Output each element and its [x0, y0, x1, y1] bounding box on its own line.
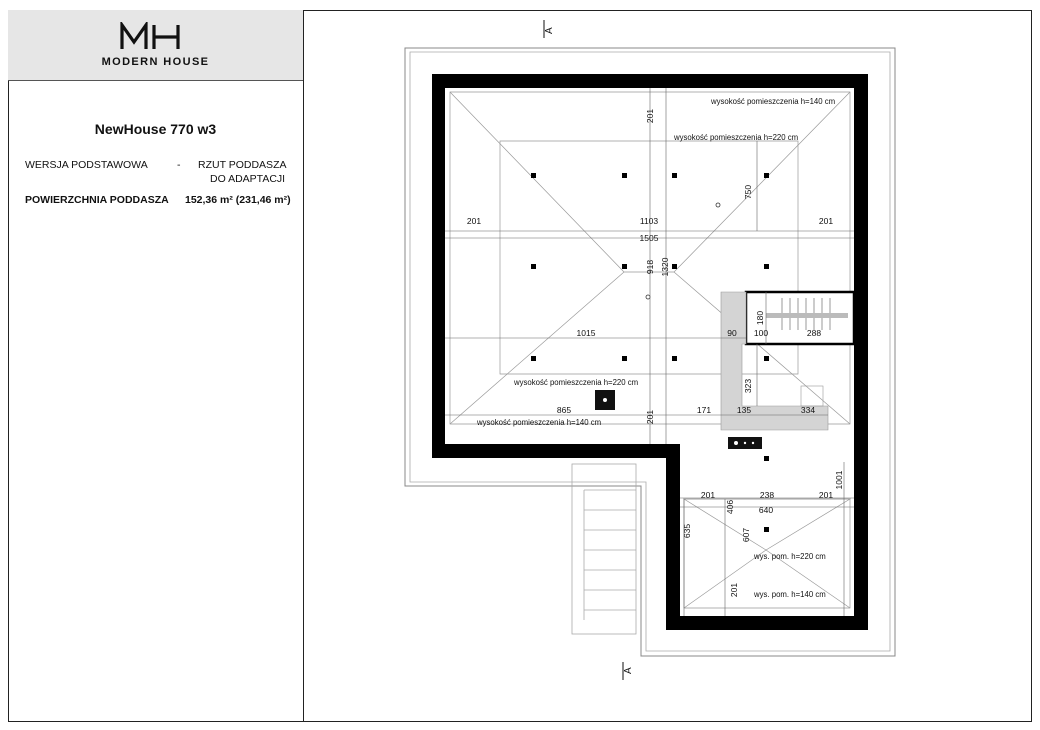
version-label: WERSJA PODSTAWOWA [25, 159, 148, 171]
height-label-220-mid: wysokość pomieszczenia h=220 cm [514, 378, 639, 387]
view-line-2: DO ADAPTACJI [210, 173, 286, 185]
view-line-1: RZUT PODDASZA [198, 159, 287, 171]
dim-201-b: 201 [818, 216, 834, 226]
section-mark-bottom: A [623, 667, 634, 674]
dim-201-e: 201 [700, 490, 716, 500]
height-label-220-top: wysokość pomieszczenia h=220 cm [674, 133, 799, 142]
dim-135: 135 [736, 405, 752, 415]
dim-201-d: 201 [645, 409, 655, 425]
dim-640: 640 [758, 505, 774, 515]
dim-323: 323 [743, 378, 753, 394]
dim-171: 171 [696, 405, 712, 415]
dim-750: 750 [743, 184, 753, 200]
logo-panel [8, 10, 303, 81]
terrace [572, 464, 636, 634]
dim-288: 288 [806, 328, 822, 338]
height-label-220-low: wys. pom. h=220 cm [754, 552, 826, 561]
floor-plan [304, 10, 1032, 722]
dim-90: 90 [727, 328, 737, 338]
dim-1320: 1320 [660, 257, 670, 277]
dim-201-f: 201 [818, 490, 834, 500]
title-block [8, 10, 304, 722]
height-label-140-mid: wysokość pomieszczenia h=140 cm [477, 418, 602, 427]
area-value: 152,36 m² (231,46 m²) [185, 194, 291, 206]
dim-406: 406 [725, 499, 735, 515]
dim-1015: 1015 [576, 328, 596, 338]
section-mark-top: A [544, 27, 555, 34]
project-title: NewHouse 770 w3 [94, 121, 217, 137]
dim-607: 607 [741, 527, 751, 543]
dim-1001: 1001 [834, 470, 844, 490]
dim-201-a: 201 [466, 216, 482, 226]
height-label-140-top: wysokość pomieszczenia h=140 cm [711, 97, 836, 106]
dim-180: 180 [755, 310, 765, 326]
dim-238: 238 [759, 490, 775, 500]
dim-635: 635 [682, 523, 692, 539]
dim-1103: 1103 [639, 216, 659, 226]
brand-name: MODERN HOUSE [101, 56, 210, 68]
dim-334: 334 [800, 405, 816, 415]
height-label-140-low: wys. pom. h=140 cm [754, 590, 826, 599]
dim-201-g: 201 [729, 582, 739, 598]
dim-918: 918 [645, 259, 655, 275]
dash: - [177, 159, 181, 171]
dim-865: 865 [556, 405, 572, 415]
mh-logo-icon [120, 22, 182, 52]
dim-201-c: 201 [645, 108, 655, 124]
area-label: POWIERZCHNIA PODDASZA [25, 194, 169, 206]
dim-100: 100 [753, 328, 769, 338]
dim-1505: 1505 [639, 233, 659, 243]
